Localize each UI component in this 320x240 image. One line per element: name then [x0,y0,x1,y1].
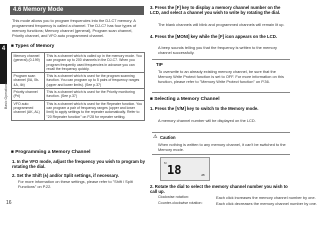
step-4: 4. Press the [MONI] key while the [F] icon appears on the LCD. [150,34,278,39]
section-intro: This mode allows you to program frequencies into the DJ-C7 memory. A programmed frequency is called a channel. The DJ-C7 has four types of memory functions; Memory channel (general), Program scan channel, Priority channel, and VFO auto programmed channel. [12,18,137,38]
type-desc: This is a channel which is used for the program scanning function. You can program up to 5 pairs of frequency ranges (upper and lower limits). (See p.37) [45,73,145,89]
programming-step-2-note: For more information on these settings, please refer to "Shift / Split Functions" on P.22. [18,179,133,189]
lcd-memory-indicator: M [164,161,167,165]
type-desc: This is a channel which is called up in the memory mode. You can program up to 200 channels in the DJ-C7. When you program frequently used frequencies in advance you can recall the frequency quickly. [45,53,145,73]
programming-step-2: 2. Set the Shift (±) and/or Split settings, if necessary. [12,173,119,178]
step-3: 3. Press the [F] key to display a memory channel number on the LCD, and select a channel you wish to write by rotating the dial. [150,5,281,16]
chapter-label: Basic Operations [4,82,8,109]
type-name: Memory channel (general) (0-199) [12,53,45,73]
chapter-number: 4 [1,46,6,52]
select-step-1-note: A memory channel number will be displayed on the LCD. [158,118,256,123]
types-heading: ■ Types of Memory [11,44,55,49]
type-name: Priority channel (Pri) [12,89,45,101]
section-title-bar [10,6,144,15]
select-heading: ■ Selecting a Memory Channel [150,97,220,102]
lcd-channel-number: 18 [167,163,182,177]
page-number: 16 [6,200,12,206]
table-row [12,53,145,73]
table-row [12,73,145,89]
dir-cw-label: Clockwise rotation: [158,195,189,199]
dir-ccw-label: Counter-clockwise rotation: [158,201,203,205]
select-step-1: 1. Press the [V/M] key to switch to the Memory mode. [150,106,259,111]
step-4-note: A beep sounds telling you that the frequency is written to the memory channel successfully. [158,45,277,55]
tip-label: TIP [156,62,163,67]
type-name: Program scan channel (0A, 0b-4A, 4b) [12,73,45,89]
table-row [12,100,145,120]
type-desc: This is a channel which is used for the Priority monitoring function. (See p.37) [45,89,145,101]
tip-text: To overwrite to an already existing memory channel, be sure that the Memory Write Protect function is set to OFF. For more information on this function, please refer to "Memory Write Protect function" on P.36. [158,69,284,84]
lcd-db-indicator: dB [201,173,205,177]
dir-ccw-desc: Each click decreases the memory channel number by one. [216,201,317,206]
caution-icon: ⚠ [153,134,158,140]
programming-heading: ■ Programming a Memory Channel [11,150,91,155]
caution-text: When nothing is written to any memory channel, it can't be switched to the Memory mode. [158,142,286,152]
tip-top-rule [152,59,290,60]
caution-top-rule [152,132,290,133]
lcd-display [160,157,210,181]
caution-bottom-rule [152,154,290,155]
step-3-note: The blank channels will blink and programmed channels will remain lit up. [158,22,285,27]
select-step-2: 2. Rotate the dial to select the memory channel number you wish to call up. [150,184,288,195]
dir-cw-desc: Each click increases the memory channel number by one. [216,195,316,200]
programming-step-1: 1. In the VFO mode, adjust the frequency you wish to program by rotating the dial. [12,159,145,170]
tip-bottom-rule [152,92,290,93]
section-title: 4.6 Memory Mode [13,7,64,14]
type-desc: This is a channel which is used for the Repeater function. You can program a pair of frequency ranges (upper and lower limit) to apply settings to the repeater automatically. Refer to "20 Repeater function" on P.28 for repeater setting. [45,100,145,120]
memory-types-table [11,52,145,121]
table-row [12,89,145,101]
type-name: VFO auto programmed channel (AK, AL) [12,100,45,120]
caution-label: Caution [160,135,176,140]
